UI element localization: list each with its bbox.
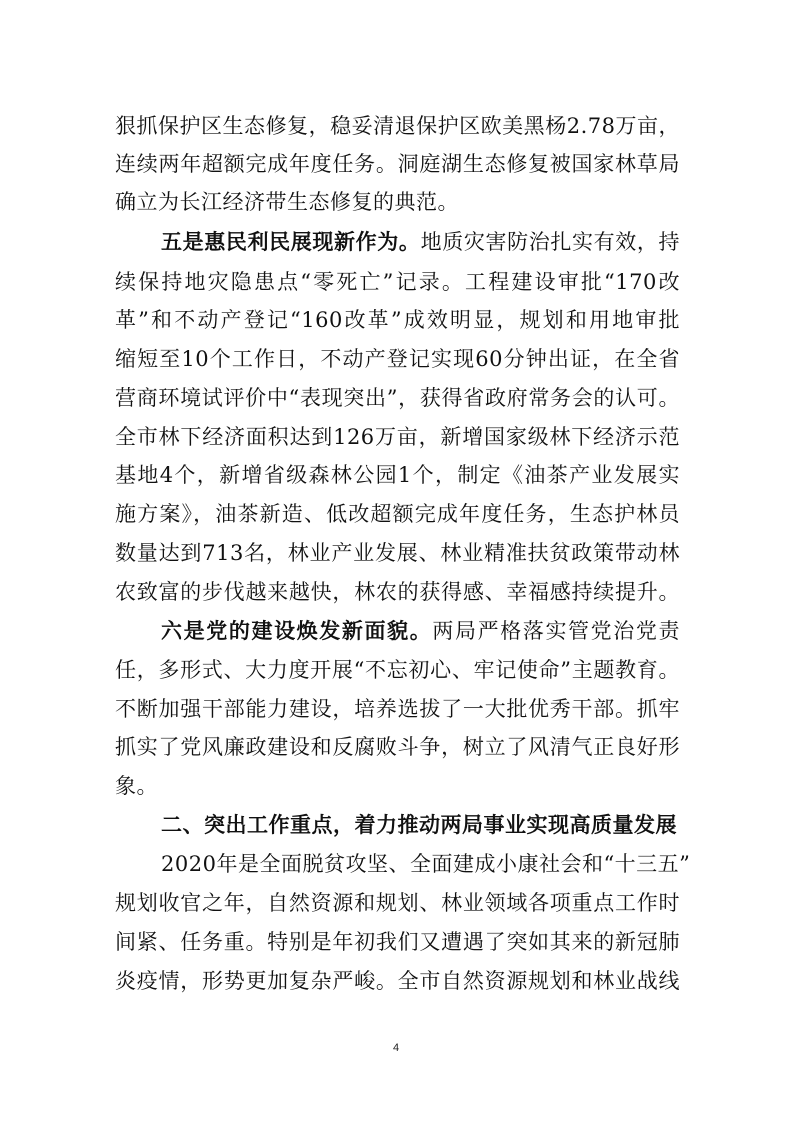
paragraph-line: 不断加强干部能力建设，培养选拔了一大批优秀干部。抓牢 xyxy=(115,697,680,721)
paragraph-line: 基地4个，新增省级森林公园1个，制定《油茶产业发展实 xyxy=(115,463,680,487)
section-heading: 二、突出工作重点，着力推动两局事业实现高质量发展 xyxy=(161,813,677,837)
paragraph-first-line: 2020年是全面脱贫攻坚、全面建成小康社会和“十三五” xyxy=(161,852,691,876)
paragraph-line: 任，多形式、大力度开展“不忘初心、牢记使命”主题教育。 xyxy=(115,658,680,682)
paragraph-lead-bold: 五是惠民利民展现新作为。 xyxy=(161,229,421,254)
paragraph-line: 狠抓保护区生态修复，稳妥清退保护区欧美黑杨2.78万亩， xyxy=(115,114,680,138)
page-number: 4 xyxy=(392,1042,400,1054)
paragraph-line: 缩短至10个工作日，不动产登记实现60分钟出证，在全省 xyxy=(115,347,680,371)
paragraph-text: 两局严格落实管党治党责 xyxy=(432,619,681,643)
paragraph-line: 续保持地灾隐患点“零死亡”记录。工程建设审批“170改 xyxy=(115,270,680,294)
paragraph-line: 确立为长江经济带生态修复的典范。 xyxy=(115,190,459,214)
paragraph-line: 抓实了党风廉政建设和反腐败斗争，树立了风清气正良好形 xyxy=(115,735,680,759)
paragraph-line: 全市林下经济面积达到126万亩，新增国家级林下经济示范 xyxy=(115,425,680,449)
paragraph-line: 农致富的步伐越来越快，林农的获得感、幸福感持续提升。 xyxy=(115,580,680,604)
paragraph-line: 营商环境试评价中“表现突出”，获得省政府常务会的认可。 xyxy=(115,386,680,410)
paragraph-line: 象。 xyxy=(115,774,158,798)
paragraph-text: 地质灾害防治扎实有效，持 xyxy=(420,230,681,254)
paragraph-first-line xyxy=(161,615,680,647)
paragraph-lead-bold: 六是党的建设焕发新面貌。 xyxy=(161,618,433,643)
paragraph-first-line xyxy=(161,226,680,258)
paragraph-line: 连续两年超额完成年度任务。洞庭湖生态修复被国家林草局 xyxy=(115,152,680,176)
paragraph-line: 间紧、任务重。特别是年初我们又遭遇了突如其来的新冠肺 xyxy=(115,930,680,954)
paragraph-line: 规划收官之年，自然资源和规划、林业领域各项重点工作时 xyxy=(115,891,680,915)
paragraph-line: 施方案》，油茶新造、低改超额完成年度任务，生态护林员 xyxy=(115,502,680,526)
paragraph-line: 革”和不动产登记“160改革”成效明显，规划和用地审批 xyxy=(115,308,680,332)
paragraph-line: 炎疫情，形势更加复杂严峻。全市自然资源规划和林业战线 xyxy=(115,969,680,993)
paragraph-line: 数量达到713名，林业产业发展、林业精准扶贫政策带动林 xyxy=(115,541,680,565)
